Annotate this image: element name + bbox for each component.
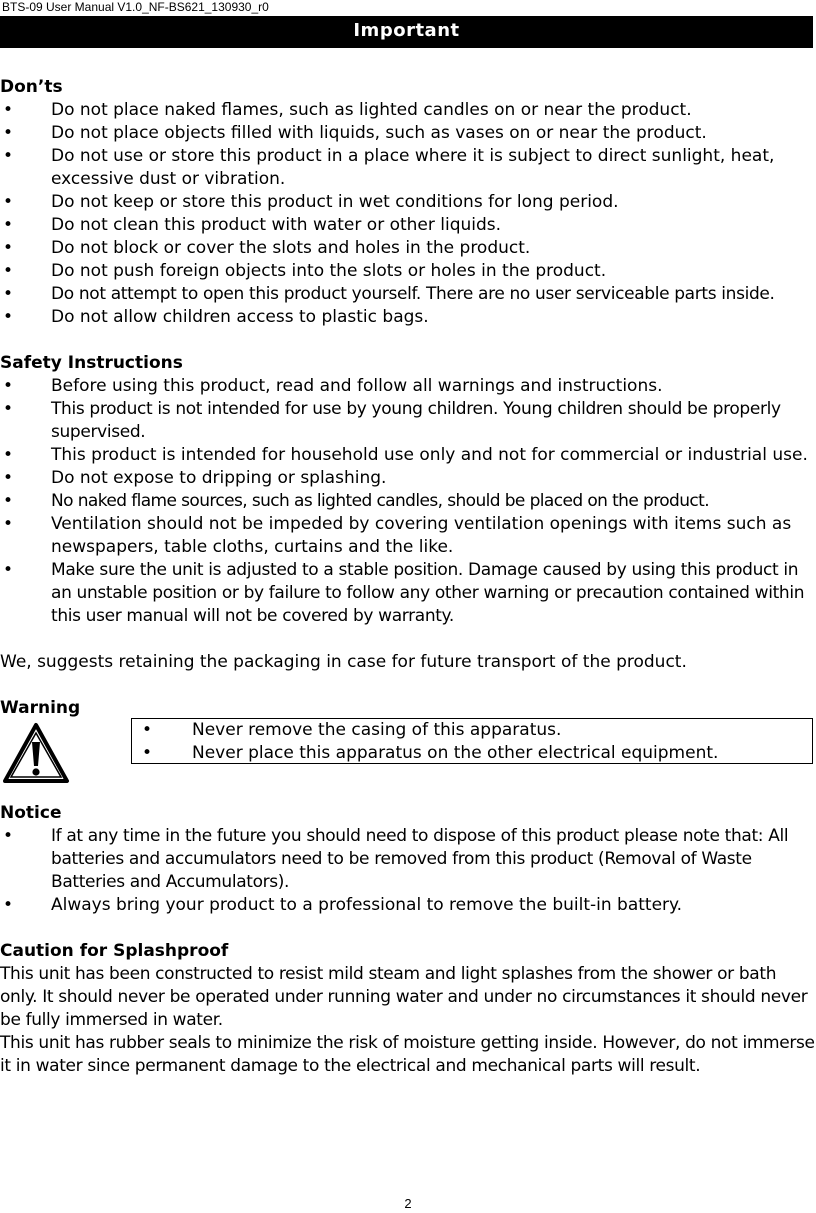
splashproof-paragraph: This unit has rubber seals to minimize the risk of moisture getting inside. However, do not immerse it in water since permanent damage to the electrical and mechanical parts will result.	[0, 1033, 815, 1076]
notice-heading: Notice	[0, 803, 62, 823]
warning-section	[0, 697, 816, 802]
list-item: • Do not place objects filled with liquids, such as vases on or near the product.	[0, 122, 816, 145]
splashproof-paragraph: This unit has been constructed to resist mild steam and light splashes from the shower or bath only. It should never be operated under running water and under no circumstances it should never be fully immersed in water.	[0, 964, 808, 1030]
list-item: • Do not attempt to open this product yourself. There are no user serviceable parts inside.	[0, 283, 816, 306]
splashproof-section	[0, 940, 816, 1078]
list-item: • Before using this product, read and follow all warnings and instructions.	[0, 375, 816, 398]
list-item: • Do not keep or store this product in wet conditions for long period.	[0, 191, 816, 214]
warning-heading: Warning	[0, 698, 81, 718]
list-item: • Do not push foreign objects into the slots or holes in the product.	[0, 260, 816, 283]
spacer	[0, 329, 816, 352]
list-item: • If at any time in the future you should need to dispose of this product please note that: All batteries and accumulators need to be removed from this product (Removal of Waste Batteries and Accumulators).	[0, 825, 816, 894]
manual-content	[0, 76, 816, 1078]
donts-section	[0, 76, 816, 329]
list-item: • Do not place naked flames, such as lighted candles on or near the product.	[0, 99, 816, 122]
safety-heading: Safety Instructions	[0, 353, 183, 373]
packaging-note: We, suggests retaining the packaging in case for future transport of the product.	[0, 652, 687, 672]
spacer	[0, 628, 816, 651]
list-item: • Do not block or cover the slots and holes in the product.	[0, 237, 816, 260]
list-item: • Ventilation should not be impeded by covering ventilation openings with items such as newspapers, table cloths, curtains and the like.	[0, 513, 816, 559]
warning-box	[131, 718, 813, 764]
donts-heading: Don’ts	[0, 77, 63, 97]
warning-list	[132, 719, 812, 765]
list-item: • Do not use or store this product in a place where it is subject to direct sunlight, heat, excessive dust or vibration.	[0, 145, 816, 191]
notice-list	[0, 825, 816, 917]
page-number: 2	[404, 1196, 412, 1211]
splashproof-heading: Caution for Splashproof	[0, 941, 229, 961]
list-item: • Always bring your product to a professional to remove the built-in battery.	[0, 894, 816, 917]
running-header: BTS-09 User Manual V1.0_NF-BS621_130930_r0	[2, 0, 269, 14]
spacer	[0, 917, 816, 940]
list-item: • Do not allow children access to plastic bags.	[0, 306, 816, 329]
safety-section	[0, 352, 816, 628]
warning-triangle-icon	[2, 722, 70, 784]
notice-section	[0, 802, 816, 917]
list-item: • This product is not intended for use by young children. Young children should be properly supervised.	[0, 398, 816, 444]
list-item: • This product is intended for household use only and not for commercial or industrial use.	[0, 444, 816, 467]
list-item: • Never remove the casing of this apparatus.	[132, 719, 812, 742]
donts-list	[0, 99, 816, 329]
list-item: • Do not clean this product with water or other liquids.	[0, 214, 816, 237]
spacer	[0, 674, 816, 697]
list-item: • Never place this apparatus on the other electrical equipment.	[132, 742, 812, 765]
safety-list	[0, 375, 816, 628]
list-item: • Do not expose to dripping or splashing.	[0, 467, 816, 490]
warning-row	[0, 720, 816, 802]
list-item: • No naked flame sources, such as lighted candles, should be placed on the product.	[0, 490, 816, 513]
list-item: • Make sure the unit is adjusted to a stable position. Damage caused by using this product in an unstable position or by failure to follow any other warning or precaution contained within this user manual will not be covered by warranty.	[0, 559, 816, 628]
page-title: Important	[0, 16, 813, 48]
